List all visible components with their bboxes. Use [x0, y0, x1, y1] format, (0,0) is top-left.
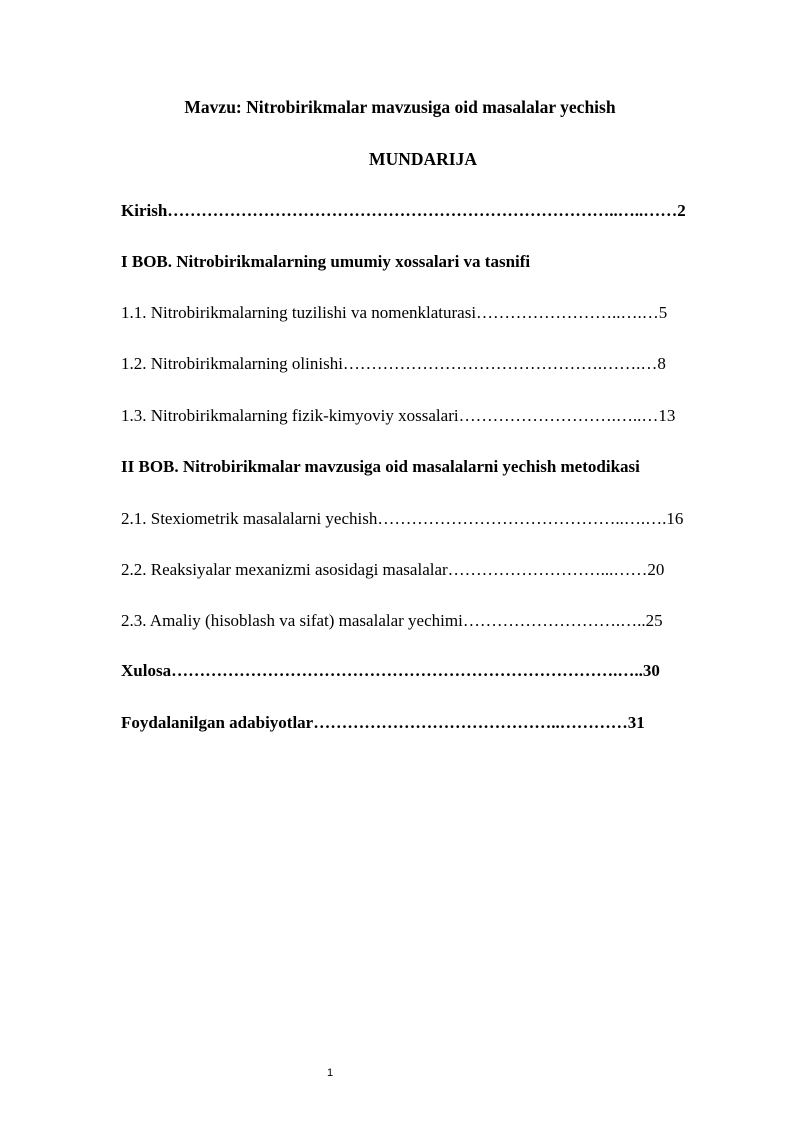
toc-entry-page-number: 2 [677, 201, 686, 220]
toc-entry-label: I BOB. Nitrobirikmalarning umumiy xossalari va tasnifi [121, 252, 531, 271]
toc-entry [121, 609, 663, 633]
toc-entry-page-number: 16 [666, 509, 684, 528]
toc-entry [121, 455, 640, 479]
toc-entry [121, 659, 660, 683]
toc-entry-label: 1.1. Nitrobirikmalarning tuzilishi va nomenklaturasi [121, 303, 477, 322]
toc-entry-leader: ……………………..….… [476, 303, 659, 322]
toc-entry [121, 250, 530, 274]
toc-entry-label: 2.1. Stexiometrik masalalarni yechish [121, 509, 378, 528]
toc-entry [121, 199, 686, 223]
toc-entry-leader: ………………………...…… [447, 560, 648, 579]
toc-entry-label: Foydalanilgan adabiyotlar [121, 713, 314, 732]
toc-entry-label: 1.2. Nitrobirikmalarning olinishi [121, 354, 343, 373]
toc-entry [121, 711, 645, 735]
toc-entry [121, 301, 667, 325]
toc-entry-page-number: 5 [658, 303, 668, 322]
toc-entry-leader: ……………………………………..………… [313, 713, 628, 732]
toc-entry-page-number: 20 [647, 560, 665, 579]
toc-entry [121, 558, 664, 582]
document-topic: Mavzu: Nitrobirikmalar mavzusiga oid masalalar yechish [184, 97, 616, 117]
page-number: 1 [326, 1067, 334, 1079]
toc-entry [121, 507, 683, 531]
toc-entry-label: 1.3. Nitrobirikmalarning fizik-kimyoviy xossalari [121, 406, 459, 425]
toc-entry-label: Kirish [121, 201, 168, 220]
toc-entry-label: II BOB. Nitrobirikmalar mavzusiga oid masalalarni yechish metodikasi [121, 457, 640, 476]
toc-entry-leader: ……………………………………..….…. [377, 509, 667, 528]
toc-entry-leader: ……………………………………………………………………..…..…… [167, 201, 678, 220]
toc-entry-leader: …………………………………………………………………….….. [171, 661, 643, 680]
toc-entry-leader: ……………………………………….…….… [342, 354, 658, 373]
toc-entry [121, 404, 675, 428]
toc-entry-page-number: 31 [627, 713, 645, 732]
toc-entry-page-number: 13 [658, 406, 676, 425]
toc-entry-page-number: 8 [657, 354, 666, 373]
toc-entry-label: 2.3. Amaliy (hisoblash va sifat) masalalar yechimi [121, 611, 463, 630]
contents-heading: MUNDARIJA [369, 149, 477, 169]
toc-entry-label: 2.2. Reaksiyalar mexanizmi asosidagi masalalar [121, 560, 448, 579]
toc-entry [121, 352, 666, 376]
toc-entry-page-number: 25 [645, 611, 663, 630]
toc-entry-leader: ……………………….….. [462, 611, 646, 630]
toc-entry-label: Xulosa [121, 661, 172, 680]
toc-entry-page-number: 30 [642, 661, 660, 680]
toc-entry-leader: ……………………….…..… [458, 406, 659, 425]
